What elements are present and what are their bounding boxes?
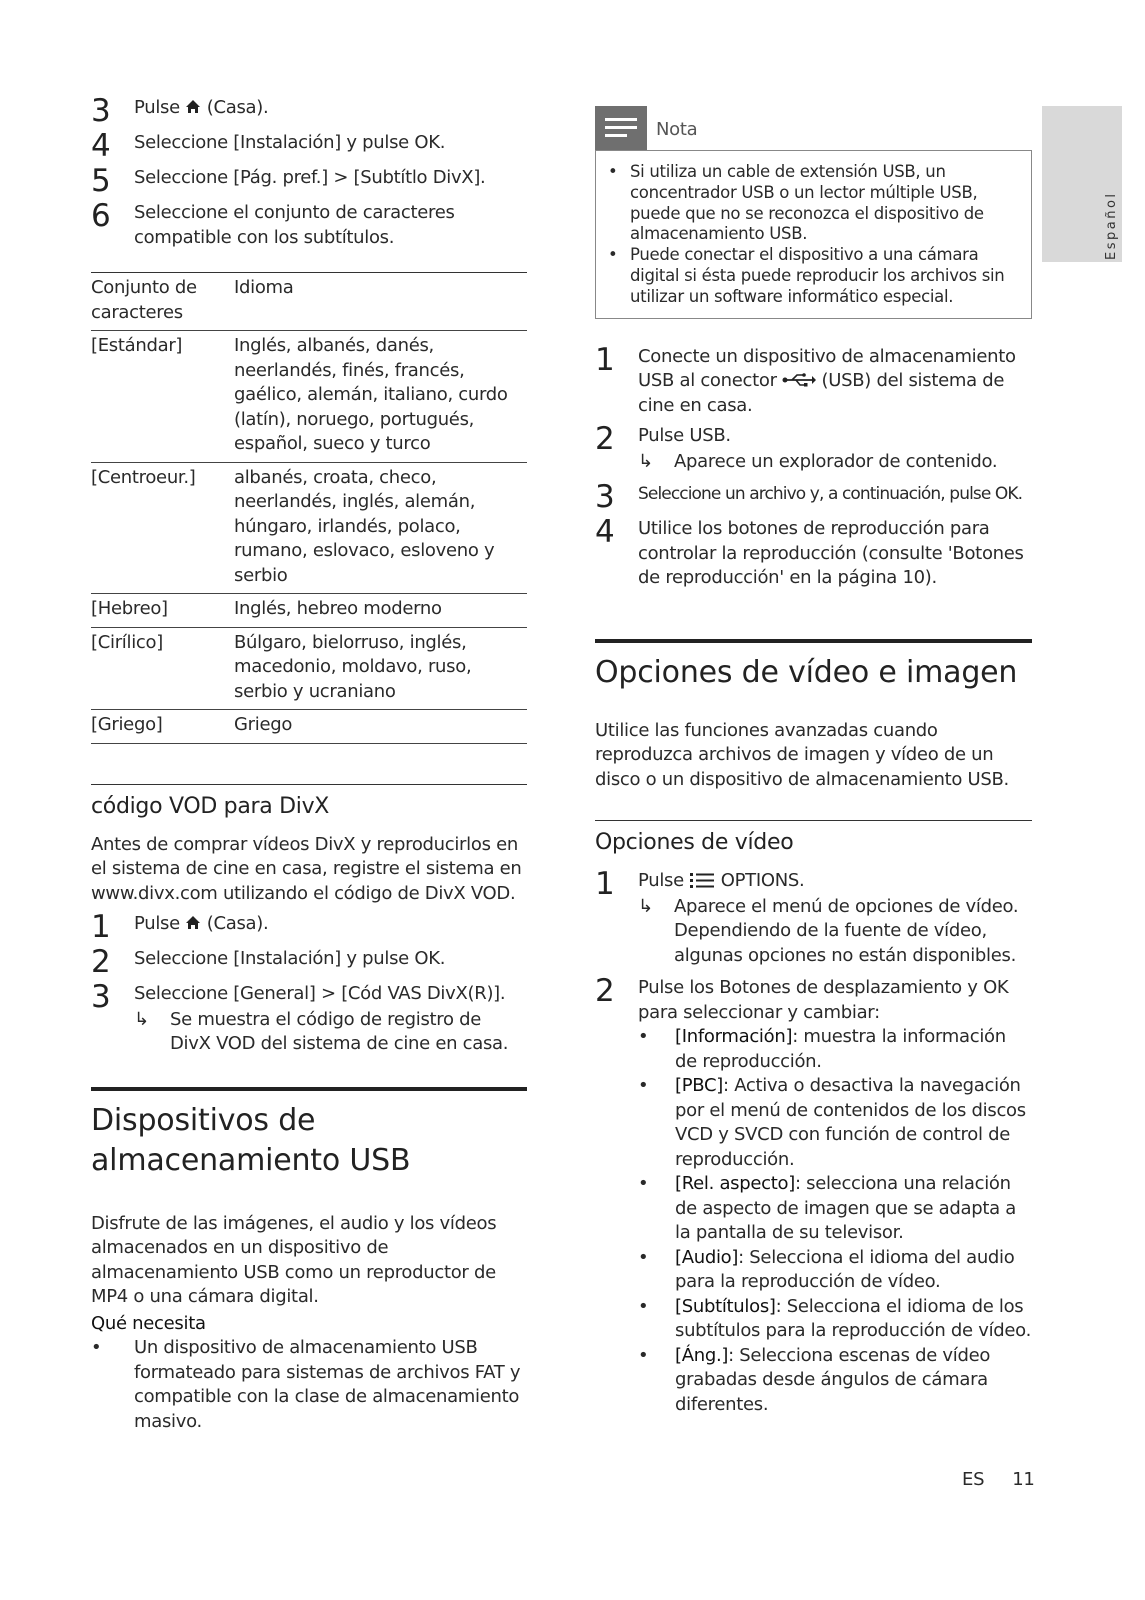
- table-row: [91, 331, 527, 463]
- video-step-2: [595, 973, 1032, 1417]
- step-text: Seleccione [Instalación] y pulse OK.: [134, 132, 446, 153]
- option-item: [638, 1025, 1032, 1074]
- option-item: [638, 1074, 1032, 1172]
- vod-step-2: [91, 944, 527, 980]
- bullet-icon: •: [638, 1075, 649, 1097]
- step-text: Pulse: [638, 870, 690, 892]
- step-number: 4: [595, 514, 615, 551]
- option-key: [Áng.]: [675, 1344, 729, 1366]
- note-item: [606, 162, 1021, 245]
- option-desc: : Selecciona el idioma del audio para la reproducción de vídeo.: [675, 1246, 1015, 1293]
- vod-heading: código VOD para DivX: [91, 793, 330, 819]
- side-tab-label: Español: [1104, 191, 1119, 260]
- option-desc: : Selecciona escenas de vídeo grabadas desde ángulos de cámara diferentes.: [675, 1344, 991, 1415]
- note-item-text: Si utiliza un cable de extensión USB, un concentrador USB o un lector múltiple USB, puede que no se reconozca el dispositivo de almacenamiento USB.: [630, 162, 984, 244]
- step-text: Seleccione un archivo y, a continuación, pulse OK.: [638, 484, 1023, 505]
- table-row: [91, 594, 527, 628]
- step-text: Utilice los botones de reproducción para controlar la reproducción (consulte 'Botones de reproducción' en la página 10).: [638, 518, 1024, 589]
- list-item-text: Un dispositivo de almacenamiento USB formateado para sistemas de archivos FAT y compatible con la clase de almacenamiento masivo.: [134, 1337, 521, 1432]
- option-key: [Subtítulos]: [675, 1295, 776, 1317]
- step-5: [91, 163, 527, 199]
- language-side-tab: [1042, 106, 1122, 262]
- result-text: Aparece el menú de opciones de vídeo. Dependiendo de la fuente de vídeo, algunas opciones no están disponibles.: [674, 895, 1019, 966]
- step-number: 2: [595, 973, 615, 1010]
- step-number: 4: [91, 128, 111, 164]
- step-number: 1: [595, 866, 615, 903]
- step-number: 1: [91, 909, 111, 945]
- bullet-icon: •: [638, 1026, 649, 1048]
- usb-intro: Disfrute de las imágenes, el audio y los vídeos almacenados en un dispositivo de almacenamiento USB como un reproductor de MP4 o una cámara digital.: [91, 1212, 497, 1307]
- step-number: 5: [91, 163, 111, 199]
- step-text: Pulse: [134, 913, 186, 934]
- step-text-suffix: (USB) del sistema de cine en casa.: [638, 370, 1005, 416]
- usb-heading: Dispositivos de almacenamiento USB: [91, 1102, 411, 1178]
- table-cell: albanés, croata, checo, neerlandés, inglés, alemán, húngaro, irlandés, polaco, rumano, eslovaco, esloveno y serbio: [234, 466, 495, 586]
- step-3: [91, 93, 527, 129]
- bullet-icon: •: [608, 245, 618, 265]
- bullet-icon: •: [608, 162, 618, 181]
- step-6: [91, 198, 527, 250]
- option-key: [Información]: [675, 1026, 793, 1048]
- usb-icon: [782, 373, 816, 387]
- note-icon: [595, 106, 647, 150]
- left-column: [91, 93, 527, 1434]
- table-cell: Griego: [234, 714, 293, 735]
- usb-section: [91, 1087, 527, 1435]
- step-text: Seleccione [Pág. pref.] > [Subtítlo DivX].: [134, 167, 486, 188]
- bullet-icon: •: [638, 1344, 649, 1366]
- step-number: 3: [91, 93, 111, 129]
- table-header-language: Idioma: [234, 277, 294, 298]
- step-text-suffix: (Casa).: [201, 913, 269, 934]
- video-step-1: [595, 866, 1032, 968]
- step-result: [134, 1008, 527, 1057]
- table-header-row: [91, 273, 527, 331]
- result-text: Aparece un explorador de contenido.: [674, 450, 998, 472]
- table-row: [91, 710, 527, 743]
- step-text: Pulse USB.: [638, 425, 731, 447]
- step-text: Seleccione el conjunto de caracteres compatible con los subtítulos.: [134, 202, 455, 248]
- table-cell: [Estándar]: [91, 335, 183, 356]
- step-number: 3: [91, 979, 111, 1015]
- option-desc: : Activa o desactiva la navegación por el menú de contenidos de los discos VCD y SVCD con función de control de reproducción.: [675, 1075, 1026, 1170]
- result-arrow-icon: ↳: [134, 1008, 149, 1030]
- step-text-suffix: (Casa).: [201, 97, 269, 118]
- table-cell: Inglés, albanés, danés, neerlandés, finés, francés, gaélico, alemán, italiano, curdo (latín), noruego, portugués, español, sueco y turco: [234, 335, 508, 454]
- usb-step-4: [595, 514, 1032, 591]
- vod-intro: Antes de comprar vídeos DivX y reproducirlos en el sistema de cine en casa, registre el sistema en www.divx.com utilizando el código de DivX VOD.: [91, 833, 522, 904]
- usb-step-1: [595, 341, 1032, 419]
- bullet-icon: •: [638, 1246, 649, 1268]
- result-text: Se muestra el código de registro de DivX VOD del sistema de cine en casa.: [170, 1008, 509, 1054]
- step-number: 6: [91, 198, 111, 234]
- result-arrow-icon: ↳: [638, 450, 653, 472]
- note-item-text: Puede conectar el dispositivo a una cámara digital si ésta puede reproducir los archivos sin utilizar un software informático especial.: [630, 245, 1005, 306]
- vod-step-3: [91, 979, 527, 1057]
- option-desc: : Selecciona el idioma de los subtítulos para la reproducción de vídeo.: [675, 1295, 1031, 1342]
- video-options-section: [595, 820, 1032, 1417]
- list-item: [91, 1336, 527, 1434]
- home-icon: [185, 99, 201, 114]
- option-desc: : selecciona una relación de aspecto de imagen que se adapta a la pantalla de su televisor.: [675, 1173, 1016, 1244]
- step-number: 2: [595, 421, 615, 458]
- option-key: [PBC]: [675, 1075, 724, 1097]
- bullet-icon: •: [91, 1337, 102, 1358]
- note-label: Nota: [656, 119, 698, 140]
- step-result: [638, 895, 1032, 969]
- vod-section: [91, 784, 527, 1057]
- note-item: [606, 245, 1021, 307]
- video-image-intro: Utilice las funciones avanzadas cuando reproduzca archivos de imagen y vídeo de un disco o un dispositivo de almacenamiento USB.: [595, 719, 1009, 790]
- step-text: Pulse los Botones de desplazamiento y OK para seleccionar y cambiar:: [638, 977, 1009, 1023]
- table-row: [91, 628, 527, 711]
- step-4: [91, 128, 527, 164]
- option-item: [638, 1172, 1032, 1246]
- table-divider: [91, 743, 527, 784]
- table-header-charset: Conjunto de caracteres: [91, 277, 197, 323]
- table-row: [91, 463, 527, 595]
- table-cell: [Cirílico]: [91, 631, 163, 653]
- footer-language: ES: [962, 1469, 985, 1490]
- option-key: [Rel. aspecto]: [675, 1173, 795, 1195]
- charset-table: [91, 272, 527, 743]
- usb-step-2: [595, 421, 1032, 474]
- video-options-heading: Opciones de vídeo: [595, 830, 794, 856]
- video-image-heading: Opciones de vídeo e imagen: [595, 654, 1018, 690]
- step-number: 2: [91, 944, 111, 980]
- note-box: [595, 150, 1032, 319]
- vod-step-1: [91, 909, 527, 945]
- bullet-icon: •: [638, 1173, 649, 1195]
- usb-step-3: [595, 479, 1032, 516]
- option-item: [638, 1246, 1032, 1295]
- page-footer: [962, 1468, 1035, 1493]
- step-text-suffix: OPTIONS.: [715, 870, 805, 892]
- step-result: [638, 450, 1032, 475]
- option-item: [638, 1344, 1032, 1418]
- step-text: Pulse: [134, 97, 186, 118]
- note-header: [595, 106, 1032, 150]
- step-number: 3: [595, 479, 615, 516]
- step-text: Seleccione [General] > [Cód VAS DivX(R)].: [134, 983, 506, 1004]
- bullet-icon: •: [638, 1295, 649, 1317]
- step-text: Seleccione [Instalación] y pulse OK.: [134, 948, 446, 969]
- option-key: [Audio]: [675, 1246, 739, 1268]
- page-number: 11: [1012, 1469, 1035, 1490]
- option-desc: : muestra la información de reproducción.: [675, 1026, 1006, 1072]
- right-column: [595, 106, 1032, 1423]
- option-item: [638, 1295, 1032, 1344]
- table-cell: Inglés, hebreo moderno: [234, 598, 442, 619]
- result-arrow-icon: ↳: [638, 895, 653, 917]
- need-label: Qué necesita: [91, 1312, 206, 1334]
- table-cell: [Hebreo]: [91, 598, 168, 619]
- options-icon: [689, 871, 715, 889]
- video-image-section: [595, 639, 1032, 793]
- table-cell: [Centroeur.]: [91, 466, 196, 488]
- table-cell: Búlgaro, bielorruso, inglés, macedonio, moldavo, ruso, serbio y ucraniano: [234, 631, 472, 702]
- step-number: 1: [595, 341, 615, 378]
- step-text: Conecte un dispositivo de almacenamiento USB al conector: [638, 345, 1016, 392]
- table-cell: [Griego]: [91, 714, 163, 735]
- home-icon: [185, 915, 201, 930]
